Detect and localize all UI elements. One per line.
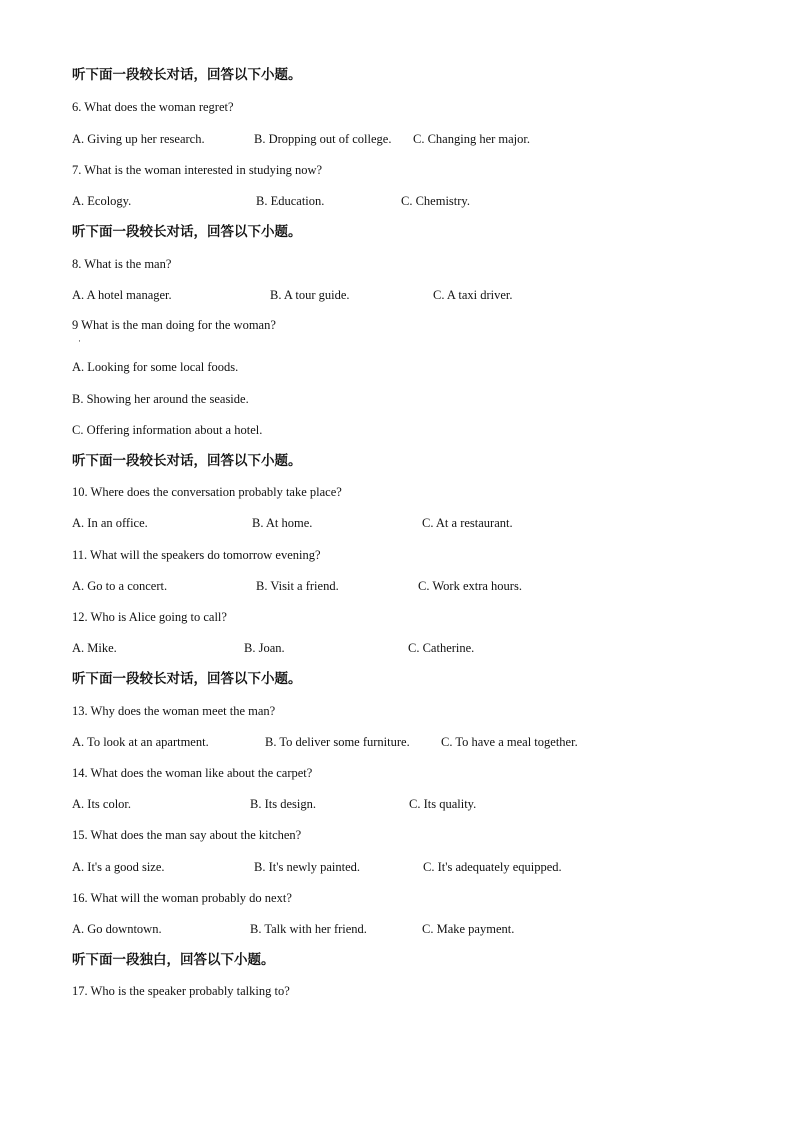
option-12c: C. Catherine. bbox=[408, 641, 475, 655]
option-10b: B. At home. bbox=[252, 516, 313, 530]
option-8a: A. A hotel manager. bbox=[72, 288, 172, 302]
option-6a: A. Giving up her research. bbox=[72, 132, 205, 146]
section-heading: 听下面一段较长对话，回答以下小题。 bbox=[72, 67, 302, 83]
option-9b: B. Showing her around the seaside. bbox=[72, 392, 249, 406]
option-7a: A. Ecology. bbox=[72, 194, 132, 208]
question-stem-7: 7. What is the woman interested in studying now? bbox=[72, 163, 323, 177]
option-16a: A. Go downtown. bbox=[72, 922, 162, 936]
option-8b: B. A tour guide. bbox=[270, 288, 350, 302]
option-10c: C. At a restaurant. bbox=[422, 516, 513, 530]
option-11a: A. Go to a concert. bbox=[72, 579, 168, 593]
option-8c: C. A taxi driver. bbox=[433, 288, 513, 302]
question-stem-14: 14. What does the woman like about the carpet? bbox=[72, 766, 313, 780]
question-stem-12: 12. Who is Alice going to call? bbox=[72, 610, 227, 624]
option-16c: C. Make payment. bbox=[422, 922, 515, 936]
option-7b: B. Education. bbox=[256, 194, 325, 208]
option-11b: B. Visit a friend. bbox=[256, 579, 339, 593]
option-14c: C. Its quality. bbox=[409, 797, 477, 811]
option-14a: A. Its color. bbox=[72, 797, 132, 811]
option-6b: B. Dropping out of college. bbox=[254, 132, 392, 146]
option-6c: C. Changing her major. bbox=[413, 132, 530, 146]
option-15b: B. It's newly painted. bbox=[254, 860, 361, 874]
option-13c: C. To have a meal together. bbox=[441, 735, 578, 749]
option-14b: B. Its design. bbox=[250, 797, 316, 811]
question-stem-15: 15. What does the man say about the kitchen? bbox=[72, 828, 302, 842]
option-15c: C. It's adequately equipped. bbox=[423, 860, 562, 874]
option-10a: A. In an office. bbox=[72, 516, 148, 530]
stray-mark: · bbox=[78, 336, 81, 346]
section-heading: 听下面一段较长对话，回答以下小题。 bbox=[72, 671, 302, 687]
question-stem-10: 10. Where does the conversation probably take place? bbox=[72, 485, 342, 499]
option-13a: A. To look at an apartment. bbox=[72, 735, 209, 749]
option-16b: B. Talk with her friend. bbox=[250, 922, 367, 936]
option-12b: B. Joan. bbox=[244, 641, 285, 655]
option-13b: B. To deliver some furniture. bbox=[265, 735, 410, 749]
question-stem-11: 11. What will the speakers do tomorrow evening? bbox=[72, 548, 321, 562]
question-stem-9: 9 What is the man doing for the woman? bbox=[72, 318, 276, 332]
section-heading: 听下面一段较长对话，回答以下小题。 bbox=[72, 224, 302, 240]
option-9c: C. Offering information about a hotel. bbox=[72, 423, 263, 437]
question-stem-16: 16. What will the woman probably do next? bbox=[72, 891, 292, 905]
option-9a: A. Looking for some local foods. bbox=[72, 360, 239, 374]
option-7c: C. Chemistry. bbox=[401, 194, 470, 208]
question-stem-17: 17. Who is the speaker probably talking to? bbox=[72, 984, 290, 998]
option-12a: A. Mike. bbox=[72, 641, 117, 655]
option-15a: A. It's a good size. bbox=[72, 860, 165, 874]
question-stem-13: 13. Why does the woman meet the man? bbox=[72, 704, 276, 718]
section-heading: 听下面一段独白，回答以下小题。 bbox=[72, 952, 275, 968]
question-stem-8: 8. What is the man? bbox=[72, 257, 172, 271]
option-11c: C. Work extra hours. bbox=[418, 579, 522, 593]
section-heading: 听下面一段较长对话，回答以下小题。 bbox=[72, 453, 302, 469]
question-stem-6: 6. What does the woman regret? bbox=[72, 100, 234, 114]
